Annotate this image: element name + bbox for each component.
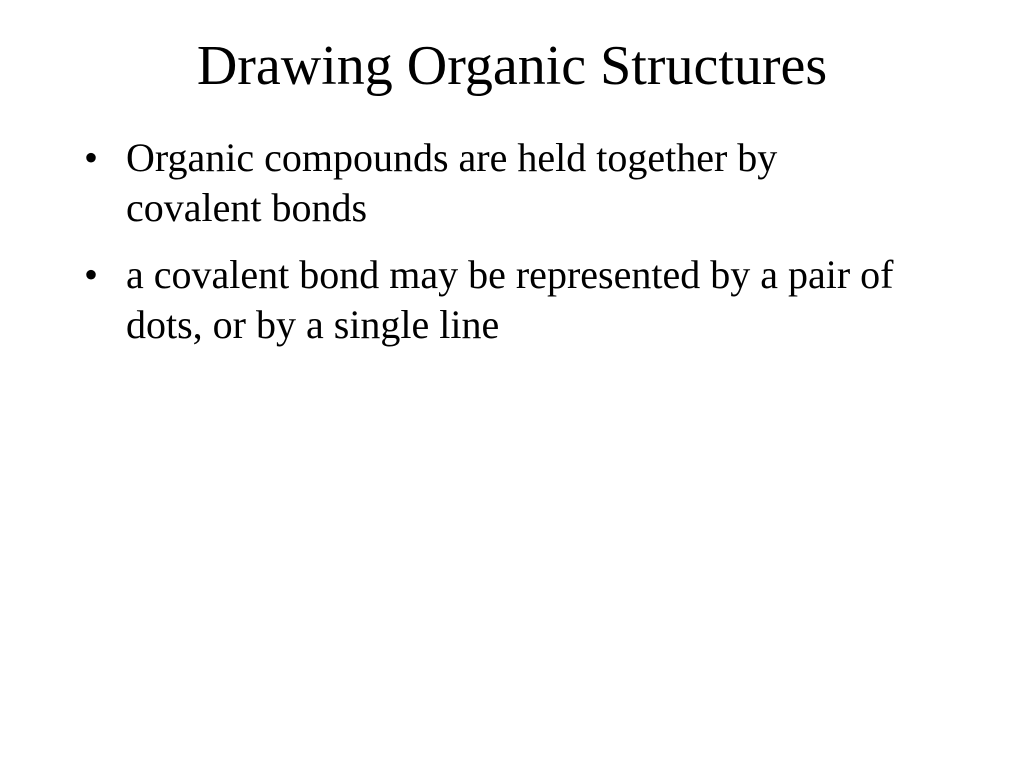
bullet-item xyxy=(84,133,904,233)
bullet-text: Organic compounds are held together by covalent bonds xyxy=(126,135,778,230)
slide-title: Drawing Organic Structures xyxy=(196,35,828,97)
bullet-marker: • xyxy=(84,135,99,180)
bullet-marker: • xyxy=(84,252,99,297)
bullet-text: a covalent bond may be represented by a pair of dots, or by a single line xyxy=(126,252,894,347)
bullet-list xyxy=(84,133,904,367)
bullet-item xyxy=(84,250,904,350)
